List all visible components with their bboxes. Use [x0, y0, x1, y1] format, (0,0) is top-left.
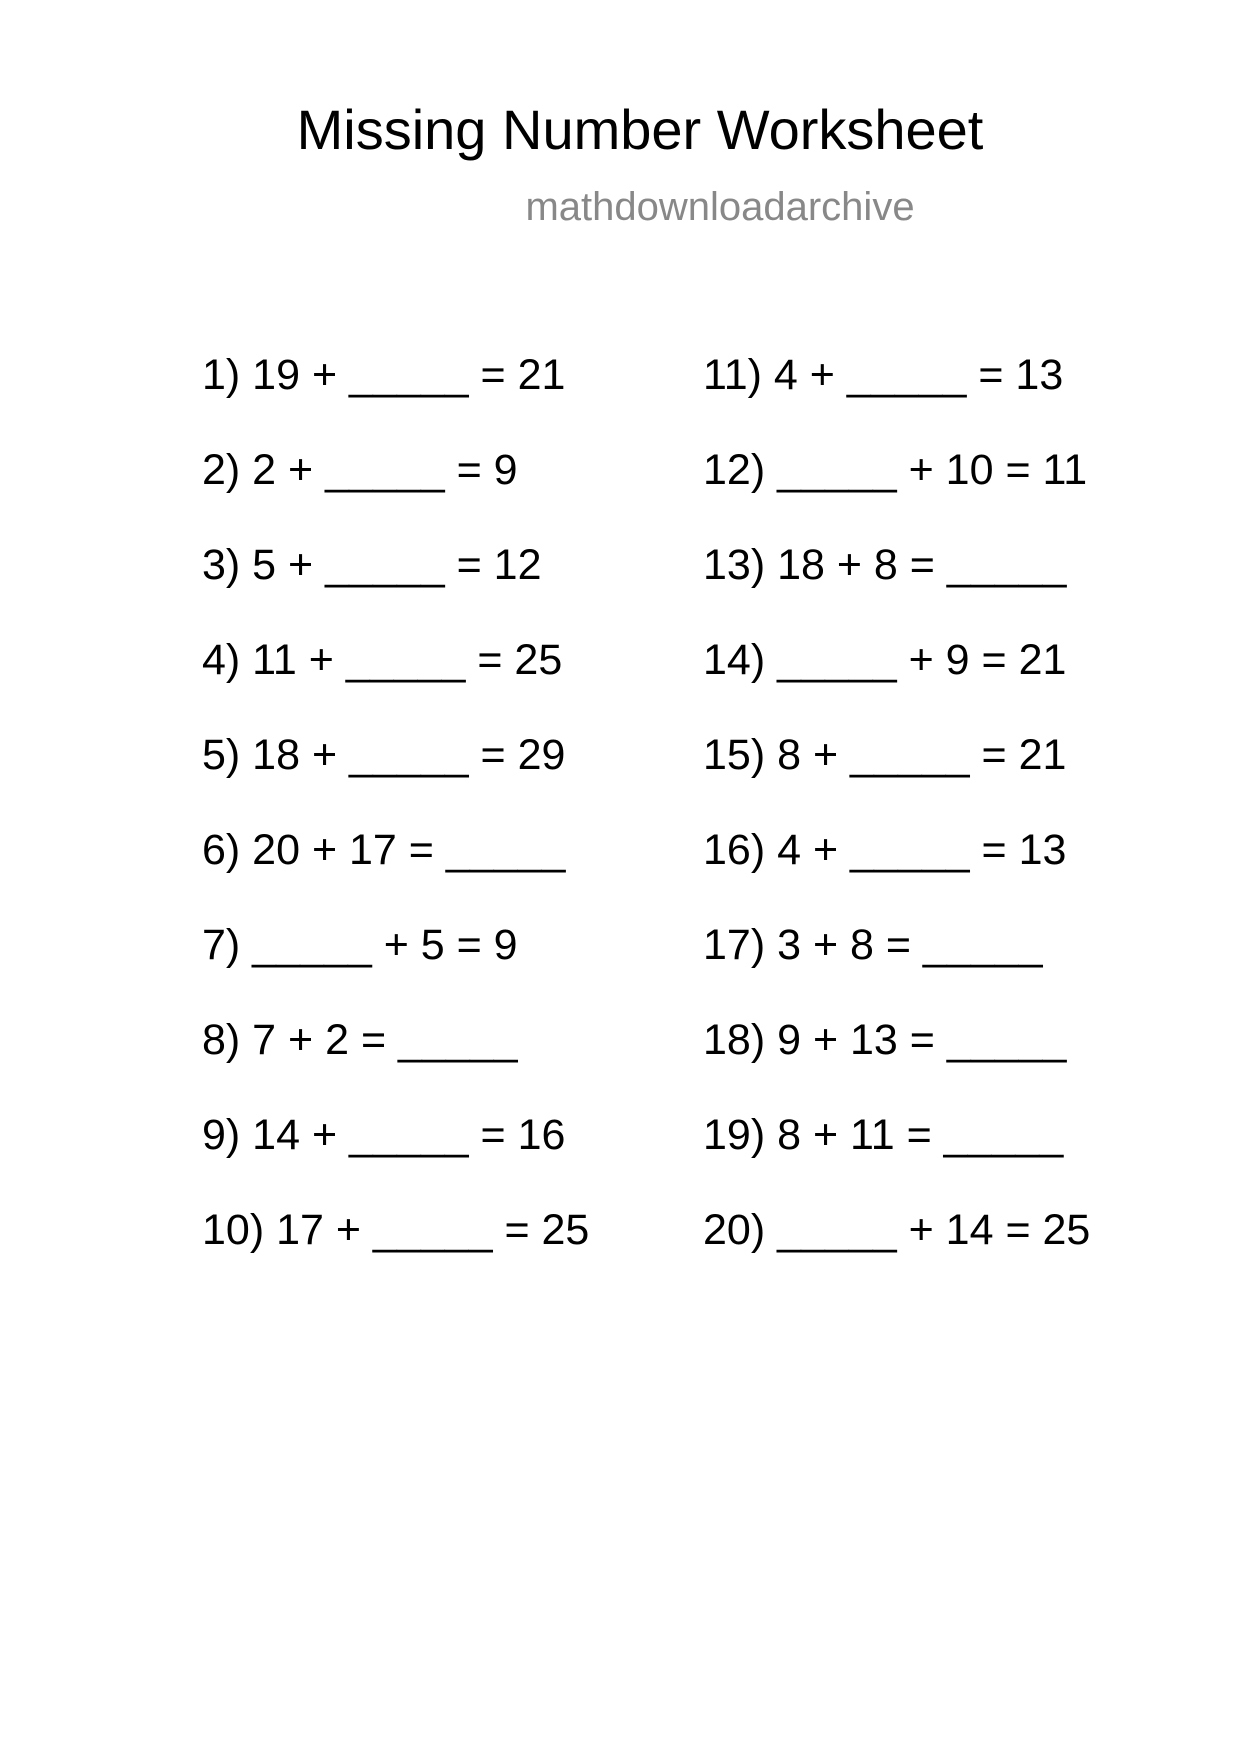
- problem-11: 11) 4 + _____ = 13: [703, 351, 1064, 399]
- problem-4: 4) 11 + _____ = 25: [202, 636, 563, 684]
- problem-20: 20) _____ + 14 = 25: [703, 1206, 1091, 1254]
- problem-5: 5) 18 + _____ = 29: [202, 731, 566, 779]
- page-title: Missing Number Worksheet: [296, 98, 984, 161]
- problem-17: 17) 3 + 8 = _____: [703, 921, 1043, 969]
- problem-14: 14) _____ + 9 = 21: [703, 636, 1067, 684]
- problem-15: 15) 8 + _____ = 21: [703, 731, 1067, 779]
- problem-column-right: [703, 350, 1090, 1300]
- problem-16: 16) 4 + _____ = 13: [703, 826, 1067, 874]
- problem-3: 3) 5 + _____ = 12: [202, 541, 542, 589]
- problem-9: 9) 14 + _____ = 16: [202, 1111, 566, 1159]
- problem-8: 8) 7 + 2 = _____: [202, 1016, 518, 1064]
- problem-1: 1) 19 + _____ = 21: [202, 351, 566, 399]
- problem-7: 7) _____ + 5 = 9: [202, 921, 518, 969]
- problem-13: 13) 18 + 8 = _____: [703, 541, 1067, 589]
- problem-19: 19) 8 + 11 = _____: [703, 1111, 1064, 1159]
- problem-10: 10) 17 + _____ = 25: [202, 1206, 590, 1254]
- problem-2: 2) 2 + _____ = 9: [202, 446, 518, 494]
- problem-12: 12) _____ + 10 = 11: [703, 446, 1088, 494]
- page-subtitle: mathdownloadarchive: [525, 185, 915, 229]
- problem-column-left: [202, 350, 589, 1300]
- problem-6: 6) 20 + 17 = _____: [202, 826, 566, 874]
- problem-18: 18) 9 + 13 = _____: [703, 1016, 1067, 1064]
